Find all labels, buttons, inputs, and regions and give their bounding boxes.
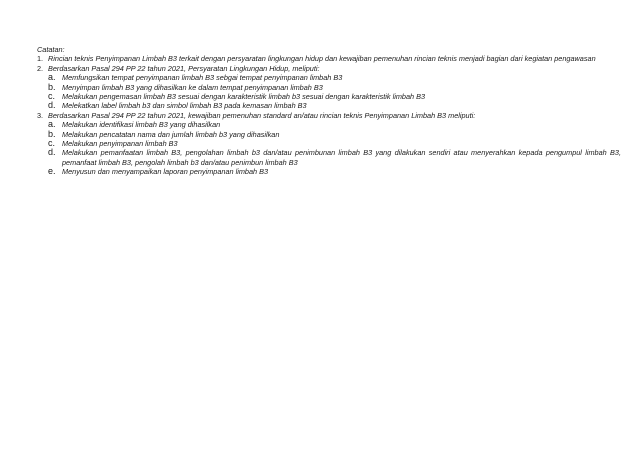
sub-list-item [48, 101, 621, 110]
sub-list-item-text: Melakukan pengemasan limbah B3 sesuai dengan karakteristik limbah b3 sesuai dengan karakteristik limbah B3 [62, 92, 426, 102]
sub-list-3 [37, 120, 621, 176]
sub-list-item-text: Melakukan penyimpanan limbah B3 [62, 139, 178, 149]
sub-list-item [48, 92, 621, 101]
sub-list-item-text: Melakukan pencatatan nama dan jumlah limbah b3 yang dihasilkan [62, 129, 280, 139]
sub-list-letter: a. [48, 119, 56, 130]
sub-list-letter: d. [48, 147, 56, 158]
list-number: 3. [37, 110, 44, 120]
sub-list-item [48, 120, 621, 129]
sub-list-letter: b. [48, 81, 56, 92]
sub-list-letter: d. [48, 100, 56, 111]
sub-list-letter: c. [48, 91, 56, 102]
sub-list-letter: b. [48, 128, 56, 139]
sub-list-item [48, 130, 621, 139]
sub-list-item [48, 73, 621, 82]
sub-list-item-text: Menyusun dan menyampaikan laporan penyimpanan limbah B3 [62, 167, 269, 177]
list-item-1 [37, 54, 621, 63]
sub-list-item-text: Melekatkan label limbah b3 dan simbol limbah B3 pada kemasan limbah B3 [62, 101, 307, 111]
sub-list-letter: a. [48, 72, 56, 83]
list-number: 2. [37, 63, 44, 73]
sub-list-item-text: Melakukan identifikasi limbah B3 yang dihasilkan [62, 120, 221, 130]
sub-list-item [48, 148, 621, 167]
sub-list-letter: c. [48, 138, 56, 149]
list-number: 1. [37, 54, 44, 64]
sub-list-item-text: Melakukan pemanfaatan limbah B3, pengolahan limbah b3 dan/atau penimbunan limbah B3 yang dilakukan sendiri atau menyerahkan kepada pengumpul limbah B3, pemanfaat limbah B3, pengolah limbah b3 dan/atau penimbun limbah B3 [62, 148, 621, 167]
sub-list-item-text: Memfungsikan tempat penyimpanan limbah B3 sebgai tempat penyimpanan limbah B3 [62, 73, 343, 83]
sub-list-item [48, 83, 621, 92]
sub-list-letter: e. [48, 166, 56, 177]
list-item-text: Berdasarkan Pasal 294 PP 22 tahun 2021, Persyaratan Lingkungan Hidup, meliputi: [48, 63, 320, 73]
list-item-text: Berdasarkan Pasal 294 PP 22 tahun 2021, kewajiban pemenuhan standard an/atau rincian teknis Penyimpanan Limbah B3 meliputi: [48, 110, 476, 120]
list-item-text: Rincian teknis Penyimpanan Limbah B3 terkait dengan persyaratan lingkungan hidup dan kewajiban pemenuhan rincian teknis menjadi bagian dari kegiatan pengawasan [48, 54, 596, 64]
sub-list-item-text: Menyimpan limbah B3 yang dihasilkan ke dalam tempat penyimpanan limbah B3 [62, 82, 323, 92]
notes-heading: Catatan: [37, 45, 65, 54]
list-item-3 [37, 111, 621, 120]
list-item-2 [37, 64, 621, 73]
sub-list-2 [37, 73, 621, 111]
sub-list-item [48, 167, 621, 176]
notes-section [37, 45, 621, 177]
sub-list-item [48, 139, 621, 148]
